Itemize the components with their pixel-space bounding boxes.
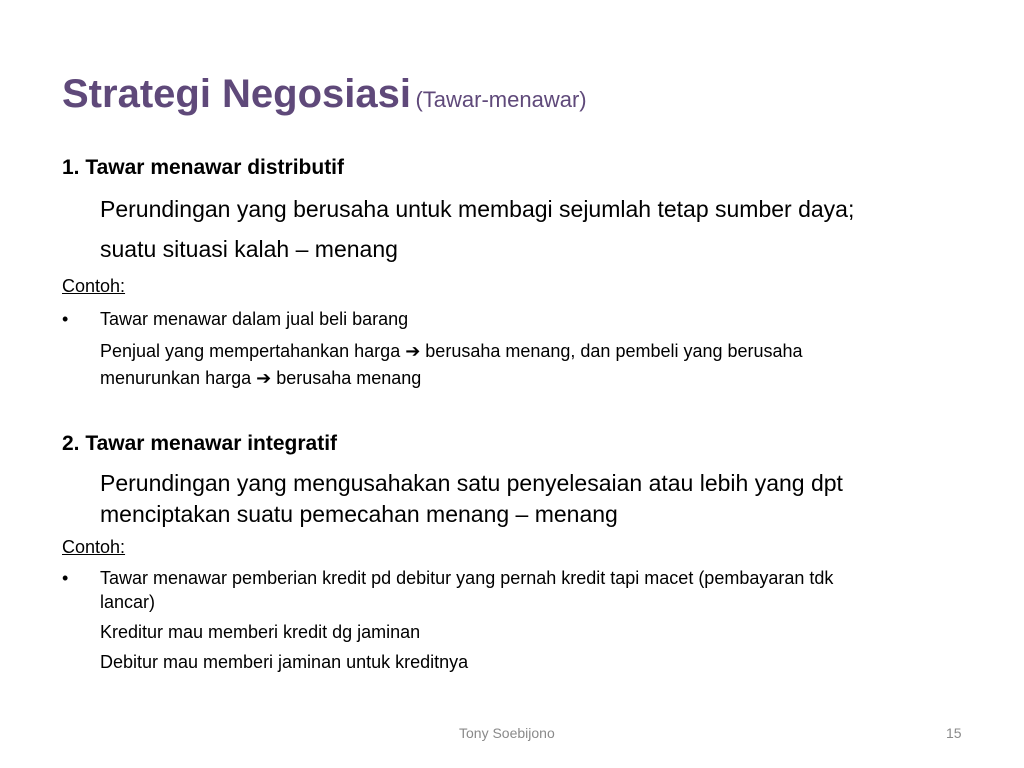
section1-bullet-text: Tawar menawar dalam jual beli barang [100, 309, 409, 329]
section2-contoh-label: Contoh: [62, 537, 126, 557]
footer-author: Tony Soebijono [459, 725, 555, 741]
section1-contoh-label: Contoh: [62, 276, 126, 296]
section1-definition-line2: suatu situasi kalah – menang [100, 236, 398, 262]
section1-detail-part2: berusaha menang, dan pembeli yang berusaha [420, 341, 803, 361]
slide-title [62, 72, 587, 117]
section1-detail-part3: menurunkan harga [100, 368, 257, 388]
arrow-right-icon: ➔ [256, 368, 272, 388]
section2-bullet-line2: lancar) [100, 592, 156, 612]
slide-title-main: Strategi Negosiasi [62, 72, 412, 116]
slide-title-sub: (Tawar-menawar) [415, 87, 587, 112]
arrow-right-icon: ➔ [405, 341, 421, 361]
section2-detail-line1: Kreditur mau memberi kredit dg jaminan [100, 622, 421, 642]
section2-heading: 2. Tawar menawar integratif [62, 432, 338, 455]
slide-number: 15 [946, 725, 962, 741]
section2-bullet-icon: • [62, 568, 69, 588]
section2-definition-line1: Perundingan yang mengusahakan satu penyelesaian atau lebih yang dpt [100, 470, 843, 496]
section1-detail-part4: berusaha menang [271, 368, 422, 388]
section1-heading: 1. Tawar menawar distributif [62, 156, 345, 179]
section2-bullet-line1: Tawar menawar pemberian kredit pd debitur yang pernah kredit tapi macet (pembayaran tdk [100, 568, 834, 588]
section1-detail-part1: Penjual yang mempertahankan harga [100, 341, 406, 361]
section1-bullet-icon: • [62, 309, 69, 329]
section1-detail-line1 [100, 341, 803, 362]
section2-detail-line2: Debitur mau memberi jaminan untuk kreditnya [100, 652, 469, 672]
section1-definition-line1: Perundingan yang berusaha untuk membagi sejumlah tetap sumber daya; [100, 196, 855, 222]
section1-detail-line2 [100, 368, 421, 389]
section2-definition-line2: menciptakan suatu pemecahan menang – menang [100, 501, 618, 527]
